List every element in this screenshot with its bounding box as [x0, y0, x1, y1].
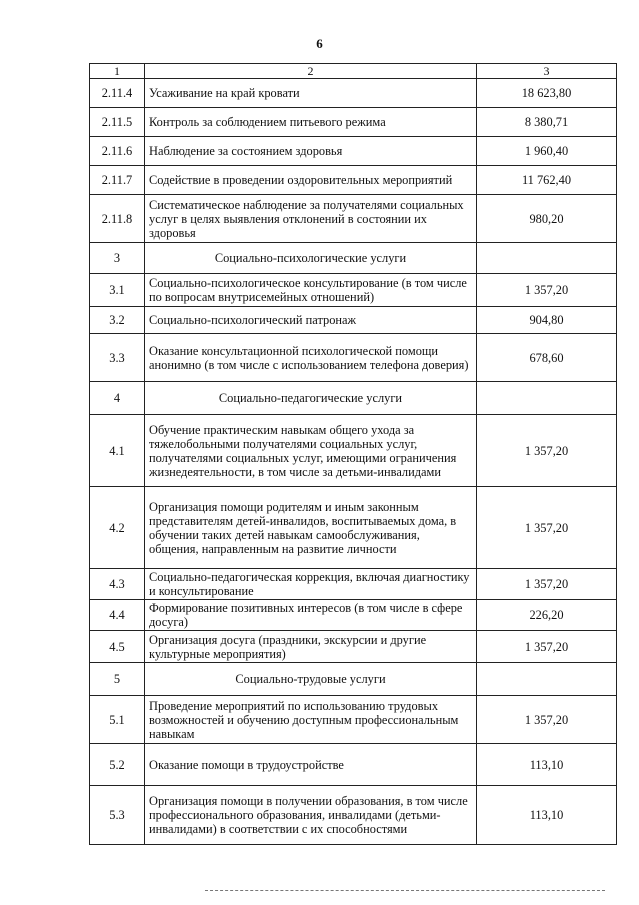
row-code: 2.11.6: [90, 137, 145, 166]
table-row: [90, 166, 617, 195]
services-price-table: [89, 63, 617, 845]
section-code: 4: [90, 382, 145, 415]
table-header-row: [90, 64, 617, 79]
section-code: 5: [90, 663, 145, 696]
row-service-name: Наблюдение за состоянием здоровья: [145, 137, 477, 166]
footer-divider: [205, 890, 605, 891]
header-col-3: 3: [477, 64, 617, 79]
row-code: 3.1: [90, 274, 145, 307]
row-service-name: Обучение практическим навыкам общего ухода за тяжелобольными получателями социальных услуг, получателями социальных услуг, имеющими ограничения жизнедеятельности, в том числе за детьми-инвалидами: [145, 415, 477, 487]
row-service-name: Систематическое наблюдение за получателями социальных услуг в целях выявления отклонений в состоянии их здоровья: [145, 195, 477, 243]
row-code: 2.11.4: [90, 79, 145, 108]
row-price: 1 357,20: [477, 487, 617, 569]
table-row: [90, 600, 617, 631]
header-col-1: 1: [90, 64, 145, 79]
row-service-name: Проведение мероприятий по использованию трудовых возможностей и обучению доступным профессиональным навыкам: [145, 696, 477, 744]
row-price: 1 960,40: [477, 137, 617, 166]
row-price: 11 762,40: [477, 166, 617, 195]
row-code: 4.3: [90, 569, 145, 600]
section-row: [90, 663, 617, 696]
table-row: [90, 79, 617, 108]
row-service-name: Оказание помощи в трудоустройстве: [145, 744, 477, 786]
row-price: 1 357,20: [477, 631, 617, 663]
table-row: [90, 786, 617, 845]
row-code: 3.3: [90, 334, 145, 382]
row-service-name: Социально-психологическое консультирование (в том числе по вопросам внутрисемейных отношений): [145, 274, 477, 307]
row-price: 904,80: [477, 307, 617, 334]
row-price: 678,60: [477, 334, 617, 382]
row-service-name: Контроль за соблюдением питьевого режима: [145, 108, 477, 137]
section-title: Социально-педагогические услуги: [145, 382, 477, 415]
row-price: 226,20: [477, 600, 617, 631]
table-row: [90, 569, 617, 600]
row-code: 4.4: [90, 600, 145, 631]
row-service-name: Организация досуга (праздники, экскурсии и другие культурные мероприятия): [145, 631, 477, 663]
table-row: [90, 307, 617, 334]
row-price-empty: [477, 243, 617, 274]
row-price: 113,10: [477, 786, 617, 845]
row-service-name: Организация помощи в получении образования, в том числе профессионального образования, инвалидами (детьми-инвалидами) в соответствии с их способностями: [145, 786, 477, 845]
section-row: [90, 243, 617, 274]
table-row: [90, 195, 617, 243]
table-row: [90, 137, 617, 166]
row-code: 5.1: [90, 696, 145, 744]
table-row: [90, 487, 617, 569]
row-service-name: Организация помощи родителям и иным законным представителям детей-инвалидов, воспитываемых дома, в обучении таких детей навыкам самообслуживания, общения, направленным на развитие личности: [145, 487, 477, 569]
row-code: 4.2: [90, 487, 145, 569]
row-code: 4.1: [90, 415, 145, 487]
table-row: [90, 334, 617, 382]
header-col-2: 2: [145, 64, 477, 79]
table-row: [90, 108, 617, 137]
row-price: 113,10: [477, 744, 617, 786]
table-row: [90, 696, 617, 744]
row-code: 5.2: [90, 744, 145, 786]
row-code: 5.3: [90, 786, 145, 845]
row-price: 1 357,20: [477, 415, 617, 487]
table-row: [90, 744, 617, 786]
row-price: 1 357,20: [477, 569, 617, 600]
row-price: 18 623,80: [477, 79, 617, 108]
row-service-name: Формирование позитивных интересов (в том числе в сфере досуга): [145, 600, 477, 631]
row-service-name: Социально-педагогическая коррекция, включая диагностику и консультирование: [145, 569, 477, 600]
row-price-empty: [477, 663, 617, 696]
row-service-name: Содействие в проведении оздоровительных мероприятий: [145, 166, 477, 195]
row-code: 2.11.5: [90, 108, 145, 137]
row-price: 1 357,20: [477, 696, 617, 744]
row-price-empty: [477, 382, 617, 415]
section-code: 3: [90, 243, 145, 274]
row-code: 3.2: [90, 307, 145, 334]
section-title: Социально-психологические услуги: [145, 243, 477, 274]
row-code: 2.11.8: [90, 195, 145, 243]
row-code: 4.5: [90, 631, 145, 663]
section-title: Социально-трудовые услуги: [145, 663, 477, 696]
page-number: 6: [316, 36, 323, 51]
row-code: 2.11.7: [90, 166, 145, 195]
table-row: [90, 631, 617, 663]
row-service-name: Социально-психологический патронаж: [145, 307, 477, 334]
row-service-name: Оказание консультационной психологической помощи анонимно (в том числе с использованием телефона доверия): [145, 334, 477, 382]
row-price: 980,20: [477, 195, 617, 243]
table-row: [90, 415, 617, 487]
row-price: 1 357,20: [477, 274, 617, 307]
row-price: 8 380,71: [477, 108, 617, 137]
row-service-name: Усаживание на край кровати: [145, 79, 477, 108]
table-row: [90, 274, 617, 307]
section-row: [90, 382, 617, 415]
